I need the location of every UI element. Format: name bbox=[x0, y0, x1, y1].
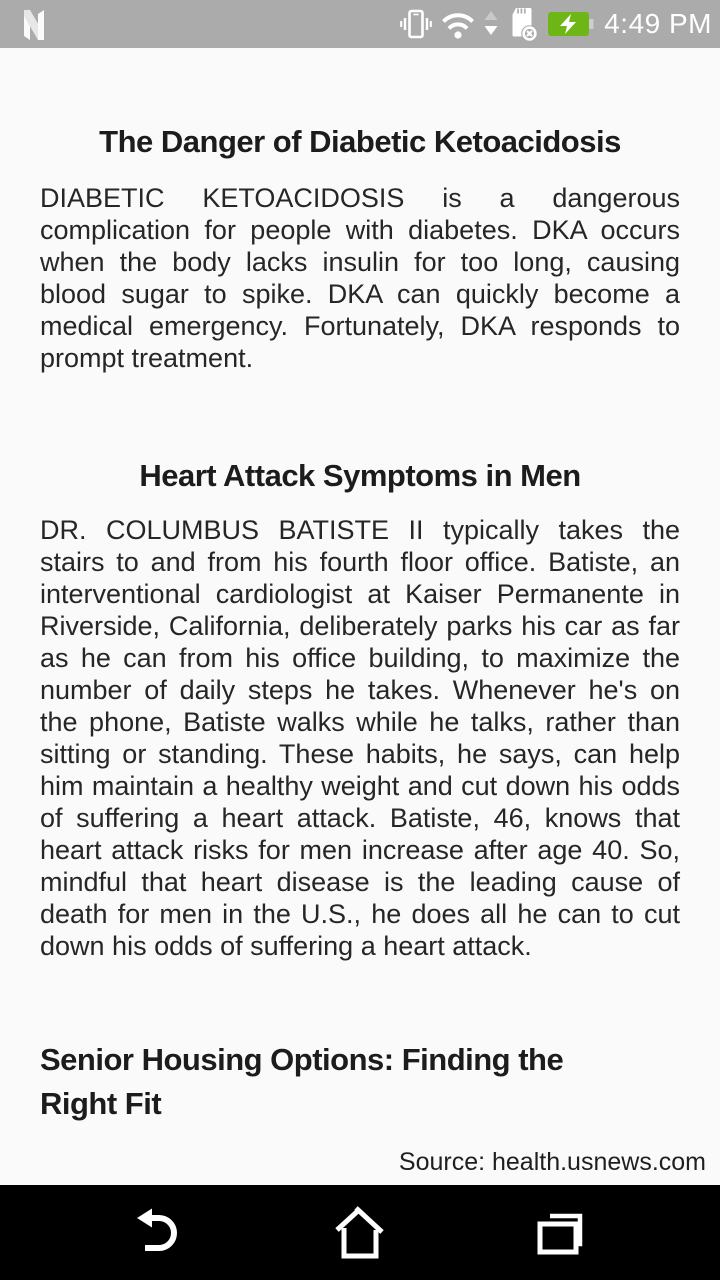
navigation-bar bbox=[0, 1185, 720, 1280]
source-attribution: Source: health.usnews.com bbox=[398, 1148, 706, 1176]
status-icons bbox=[400, 0, 712, 48]
article-paragraph-2: DR. COLUMBUS BATISTE II typically takes the stairs to and from his fourth floor office. Batiste, an interventional cardiologist at Kaiser Permanente in Riverside, California, deliberately parks his car as far as he can from his office building, to maximize the number of daily steps he takes. Whenever he's on the phone, Batiste walks while he talks, rather than sitting or standing. These habits, he says, can help him maintain a healthy weight and cut down his odds of suffering a heart attack. Batiste, 46, knows that heart attack risks for men increase after age 40. So, mindful that heart disease is the leading cause of death for men in the U.S., he does all he can to cut down his odds of suffering a heart attack. bbox=[40, 515, 680, 961]
network-updown-arrows-icon bbox=[484, 10, 498, 38]
status-bar bbox=[0, 0, 720, 48]
home-icon bbox=[332, 1204, 388, 1260]
recents-icon bbox=[532, 1204, 588, 1260]
article-paragraph-1: DIABETIC KETOACIDOSIS is a dangerous complication for people with diabetes. DKA occurs when the body lacks insulin for too long, causing blood sugar to spike. DKA can quickly become a medical emergency. Fortunately, DKA responds to prompt treatment. bbox=[40, 183, 680, 373]
home-button[interactable] bbox=[332, 1204, 388, 1260]
battery-charging-icon bbox=[547, 9, 595, 39]
clock: 4:49 PM bbox=[604, 8, 712, 39]
vibrate-icon bbox=[400, 8, 432, 40]
article-heading-2: Heart Attack Symptoms in Men bbox=[139, 458, 581, 493]
article-heading-1: The Danger of Diabetic Ketoacidosis bbox=[99, 124, 621, 159]
back-icon bbox=[132, 1204, 188, 1260]
back-button[interactable] bbox=[132, 1204, 188, 1260]
recents-button[interactable] bbox=[532, 1204, 588, 1260]
article-heading-3: Senior Housing Options: Finding the Right Fit bbox=[40, 1042, 564, 1121]
wifi-icon bbox=[441, 9, 475, 39]
article-reader[interactable] bbox=[0, 48, 720, 1185]
source-bar bbox=[0, 1140, 720, 1185]
android-n-logo-icon bbox=[16, 5, 50, 43]
sdcard-error-icon bbox=[507, 6, 538, 42]
